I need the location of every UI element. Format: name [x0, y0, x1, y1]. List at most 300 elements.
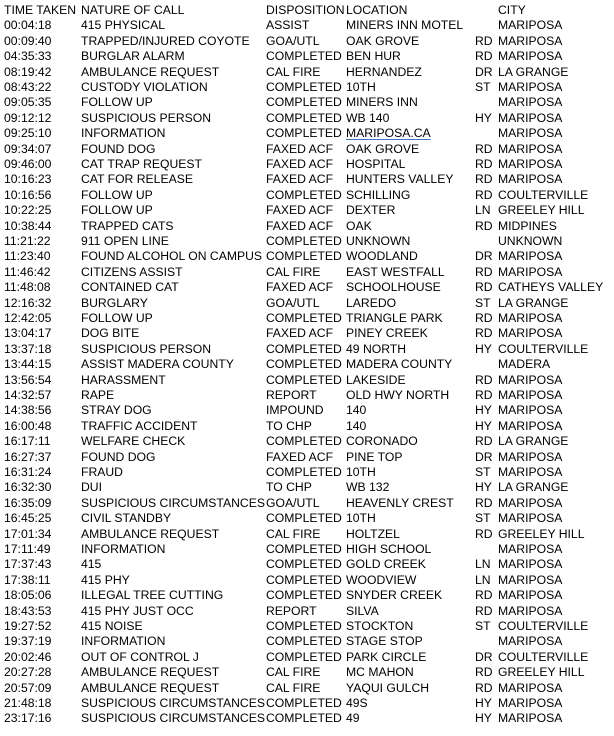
- location-cell: WB 132: [346, 480, 390, 495]
- time-cell: 11:23:40: [4, 249, 51, 264]
- nature-cell: DOG BITE: [81, 326, 140, 341]
- disposition-cell: CAL FIRE: [266, 665, 321, 680]
- time-cell: 10:38:44: [4, 218, 52, 233]
- city-cell: MARIPOSA: [498, 18, 563, 33]
- disposition-cell: GOA/UTL: [266, 295, 320, 310]
- location-cell: OAK GROVE: [346, 33, 420, 48]
- street-suffix-cell: HY: [475, 110, 492, 125]
- city-cell: MARIPOSA: [498, 418, 563, 433]
- city-cell: MARIPOSA: [498, 603, 563, 618]
- time-cell: 16:27:37: [4, 449, 52, 464]
- location-cell: STOCKTON: [346, 619, 414, 633]
- table-row: [0, 403, 614, 418]
- time-cell: 23:17:16: [4, 711, 52, 726]
- street-suffix-cell: LN: [475, 203, 491, 218]
- street-suffix-cell: HY: [475, 711, 492, 726]
- time-cell: 16:17:11: [4, 434, 51, 449]
- table-row: [0, 450, 614, 465]
- street-suffix-cell: RD: [475, 388, 493, 402]
- location-cell: OAK GROVE: [346, 141, 420, 156]
- street-suffix-cell: RD: [475, 172, 493, 187]
- nature-cell: 415 NOISE: [81, 619, 143, 633]
- time-cell: 09:34:07: [4, 141, 52, 156]
- nature-cell: HARASSMENT: [81, 372, 166, 387]
- city-cell: COULTERVILLE: [498, 341, 589, 356]
- location-link[interactable]: MARIPOSA.CA: [346, 126, 431, 141]
- nature-cell: 415 PHY JUST OCC: [81, 603, 194, 618]
- location-cell: MADERA COUNTY: [346, 357, 453, 372]
- disposition-cell: FAXED ACF: [266, 157, 334, 171]
- street-suffix-cell: ST: [475, 465, 491, 479]
- nature-cell: FOUND ALCOHOL ON CAMPUS: [81, 249, 263, 264]
- city-cell: COULTERVILLE: [498, 187, 589, 202]
- street-suffix-cell: HY: [475, 480, 492, 495]
- nature-cell: SUSPICIOUS CIRCUMSTANCES: [81, 495, 265, 510]
- header-city: CITY: [498, 3, 526, 17]
- time-cell: 16:45:25: [4, 511, 52, 526]
- header-nature-of-call: NATURE OF CALL: [81, 3, 185, 17]
- city-cell: MARIPOSA: [498, 49, 563, 64]
- disposition-cell: COMPLETED: [266, 634, 342, 649]
- time-cell: 17:38:11: [4, 572, 51, 587]
- street-suffix-cell: ST: [475, 80, 491, 94]
- city-cell: MARIPOSA: [498, 172, 563, 187]
- location-cell: OLD HWY NORTH: [346, 388, 450, 402]
- street-suffix-cell: RD: [475, 49, 493, 64]
- location-cell: WOODLAND: [346, 249, 418, 264]
- time-cell: 08:19:42: [4, 64, 52, 79]
- street-suffix-cell: DR: [475, 249, 493, 264]
- street-suffix-cell: RD: [475, 495, 493, 510]
- street-suffix-cell: RD: [475, 157, 493, 171]
- time-cell: 19:27:52: [4, 619, 52, 633]
- city-cell: MARIPOSA: [498, 110, 563, 125]
- disposition-cell: CAL FIRE: [266, 680, 321, 695]
- location-cell: HEAVENLY CREST: [346, 495, 454, 510]
- city-cell: MARIPOSA: [498, 572, 563, 587]
- street-suffix-cell: HY: [475, 403, 492, 418]
- street-suffix-cell: RD: [475, 372, 493, 387]
- disposition-cell: COMPLETED: [266, 234, 342, 248]
- disposition-cell: COMPLETED: [266, 542, 342, 556]
- city-cell: MIDPINES: [498, 218, 557, 233]
- location-cell: WOODVIEW: [346, 572, 417, 587]
- nature-cell: ILLEGAL TREE CUTTING: [81, 588, 224, 603]
- time-cell: 14:38:56: [4, 403, 52, 418]
- time-cell: 16:35:09: [4, 495, 52, 510]
- location-cell: UNKNOWN: [346, 234, 411, 248]
- location-cell: GOLD CREEK: [346, 557, 426, 572]
- time-cell: 17:37:43: [4, 557, 52, 572]
- street-suffix-cell: RD: [475, 588, 493, 603]
- table-row: [0, 342, 614, 357]
- city-cell: MARIPOSA: [498, 157, 563, 171]
- time-cell: 20:57:09: [4, 680, 52, 695]
- city-cell: MARIPOSA: [498, 588, 563, 603]
- time-cell: 00:09:40: [4, 33, 52, 48]
- nature-cell: ASSIST MADERA COUNTY: [81, 357, 234, 372]
- table-row: [0, 157, 614, 172]
- nature-cell: FRAUD: [81, 465, 123, 479]
- time-cell: 11:48:08: [4, 280, 51, 295]
- time-cell: 12:16:32: [4, 295, 52, 310]
- time-cell: 16:32:30: [4, 480, 52, 495]
- disposition-cell: FAXED ACF: [266, 326, 334, 341]
- time-cell: 12:42:05: [4, 311, 52, 325]
- street-suffix-cell: RD: [475, 680, 493, 695]
- disposition-cell: COMPLETED: [266, 110, 342, 125]
- disposition-cell: COMPLETED: [266, 465, 342, 479]
- nature-cell: RAPE: [81, 388, 115, 402]
- disposition-cell: FAXED ACF: [266, 203, 334, 218]
- location-cell: 10TH: [346, 511, 376, 526]
- location-cell: LAKESIDE: [346, 372, 406, 387]
- city-cell: GREELEY HILL: [498, 526, 585, 541]
- location-cell: HERNANDEZ: [346, 64, 422, 79]
- time-cell: 10:22:25: [4, 203, 52, 218]
- table-row: [0, 465, 614, 480]
- table-row: [0, 527, 614, 542]
- location-cell: PINE TOP: [346, 449, 403, 464]
- location-cell: EAST WESTFALL: [346, 264, 445, 279]
- location-cell: TRIANGLE PARK: [346, 311, 443, 325]
- nature-cell: CAT TRAP REQUEST: [81, 157, 202, 171]
- nature-cell: AMBULANCE REQUEST: [81, 680, 220, 695]
- table-row: [0, 665, 614, 680]
- table-row: [0, 557, 614, 572]
- street-suffix-cell: RD: [475, 665, 493, 680]
- table-row: [0, 373, 614, 388]
- street-suffix-cell: RD: [475, 33, 493, 48]
- city-cell: COULTERVILLE: [498, 649, 589, 664]
- location-cell: LAREDO: [346, 295, 397, 310]
- location-cell: OAK: [346, 218, 372, 233]
- location-cell: WB 140: [346, 110, 390, 125]
- nature-cell: AMBULANCE REQUEST: [81, 665, 220, 680]
- disposition-cell: COMPLETED: [266, 557, 342, 572]
- table-row: [0, 604, 614, 619]
- table-row: [0, 696, 614, 711]
- table-row: [0, 219, 614, 234]
- disposition-cell: TO CHP: [266, 418, 312, 433]
- location-cell: PARK CIRCLE: [346, 649, 427, 664]
- nature-cell: BURGLARY: [81, 295, 148, 310]
- street-suffix-cell: DR: [475, 449, 493, 464]
- city-cell: LA GRANGE: [498, 64, 569, 79]
- disposition-cell: GOA/UTL: [266, 33, 320, 48]
- table-row: [0, 326, 614, 341]
- nature-cell: FOUND DOG: [81, 449, 156, 464]
- header-row: [0, 3, 614, 18]
- city-cell: MARIPOSA: [498, 696, 563, 710]
- disposition-cell: REPORT: [266, 603, 317, 618]
- header-time-taken: TIME TAKEN: [4, 3, 77, 17]
- disposition-cell: COMPLETED: [266, 49, 342, 64]
- street-suffix-cell: ST: [475, 295, 491, 310]
- city-cell: MARIPOSA: [498, 680, 563, 695]
- table-row: [0, 619, 614, 634]
- disposition-cell: COMPLETED: [266, 357, 342, 372]
- time-cell: 20:02:46: [4, 649, 52, 664]
- city-cell: MADERA: [498, 357, 551, 372]
- time-cell: 14:32:57: [4, 388, 52, 402]
- city-cell: MARIPOSA: [498, 465, 563, 479]
- time-cell: 10:16:56: [4, 187, 52, 202]
- disposition-cell: CAL FIRE: [266, 64, 321, 79]
- disposition-cell: COMPLETED: [266, 572, 342, 587]
- time-cell: 00:04:18: [4, 18, 52, 33]
- city-cell: MARIPOSA: [498, 264, 563, 279]
- disposition-cell: COMPLETED: [266, 95, 342, 110]
- street-suffix-cell: HY: [475, 341, 492, 356]
- location-cell: 140: [346, 418, 367, 433]
- time-cell: 13:44:15: [4, 357, 52, 372]
- nature-cell: CONTAINED CAT: [81, 280, 179, 295]
- city-cell: MARIPOSA: [498, 495, 563, 510]
- city-cell: GREELEY HILL: [498, 203, 585, 218]
- location-cell: HIGH SCHOOL: [346, 542, 432, 556]
- disposition-cell: COMPLETED: [266, 649, 342, 664]
- nature-cell: STRAY DOG: [81, 403, 152, 418]
- location-cell: 10TH: [346, 465, 376, 479]
- nature-cell: SUSPICIOUS CIRCUMSTANCES: [81, 711, 265, 726]
- street-suffix-cell: LN: [475, 557, 491, 572]
- time-cell: 11:21:22: [4, 234, 51, 248]
- nature-cell: CITIZENS ASSIST: [81, 264, 183, 279]
- nature-cell: FOLLOW UP: [81, 187, 153, 202]
- time-cell: 18:05:06: [4, 588, 52, 603]
- disposition-cell: FAXED ACF: [266, 280, 334, 295]
- table-row: [0, 511, 614, 526]
- table-row: [0, 188, 614, 203]
- nature-cell: CAT FOR RELEASE: [81, 172, 193, 187]
- city-cell: MARIPOSA: [498, 80, 563, 94]
- table-row: [0, 634, 614, 649]
- table-row: [0, 711, 614, 726]
- location-cell: STAGE STOP: [346, 634, 423, 649]
- street-suffix-cell: RD: [475, 526, 493, 541]
- city-cell: MARIPOSA: [498, 326, 563, 341]
- nature-cell: 415 PHY: [81, 572, 130, 587]
- table-row: [0, 234, 614, 249]
- street-suffix-cell: RD: [475, 141, 493, 156]
- time-cell: 19:37:19: [4, 634, 52, 649]
- nature-cell: FOUND DOG: [81, 141, 156, 156]
- city-cell: MARIPOSA: [498, 33, 563, 48]
- time-cell: 18:43:53: [4, 603, 52, 618]
- nature-cell: CIVIL STANDBY: [81, 511, 172, 526]
- street-suffix-cell: RD: [475, 434, 493, 449]
- street-suffix-cell: HY: [475, 696, 492, 710]
- location-cell: 140: [346, 403, 367, 418]
- disposition-cell: GOA/UTL: [266, 495, 320, 510]
- city-cell: MARIPOSA: [498, 403, 563, 418]
- nature-cell: TRAPPED CATS: [81, 218, 174, 233]
- street-suffix-cell: ST: [475, 619, 491, 633]
- nature-cell: WELFARE CHECK: [81, 434, 186, 449]
- disposition-cell: REPORT: [266, 388, 317, 402]
- time-cell: 09:05:35: [4, 95, 52, 110]
- header-disposition: DISPOSITION: [266, 3, 345, 17]
- time-cell: 16:31:24: [4, 465, 52, 479]
- street-suffix-cell: LN: [475, 572, 491, 587]
- location-cell: MINERS INN: [346, 95, 418, 110]
- nature-cell: INFORMATION: [81, 126, 166, 141]
- location-cell: CORONADO: [346, 434, 418, 449]
- street-suffix-cell: RD: [475, 311, 493, 325]
- street-suffix-cell: ST: [475, 511, 491, 526]
- nature-cell: INFORMATION: [81, 634, 166, 649]
- nature-cell: 911 OPEN LINE: [81, 234, 169, 248]
- table-row: [0, 573, 614, 588]
- disposition-cell: COMPLETED: [266, 187, 342, 202]
- street-suffix-cell: DR: [475, 649, 493, 664]
- time-cell: 17:11:49: [4, 542, 51, 556]
- disposition-cell: COMPLETED: [266, 696, 342, 710]
- city-cell: COULTERVILLE: [498, 619, 589, 633]
- table-row: [0, 126, 614, 141]
- table-row: [0, 419, 614, 434]
- city-cell: MARIPOSA: [498, 126, 563, 141]
- table-row: [0, 357, 614, 372]
- city-cell: MARIPOSA: [498, 372, 563, 387]
- city-cell: MARIPOSA: [498, 311, 563, 325]
- nature-cell: AMBULANCE REQUEST: [81, 526, 220, 541]
- nature-cell: INFORMATION: [81, 542, 166, 556]
- city-cell: LA GRANGE: [498, 295, 569, 310]
- disposition-cell: FAXED ACF: [266, 449, 334, 464]
- table-row: [0, 650, 614, 665]
- city-cell: MARIPOSA: [498, 557, 563, 572]
- table-row: [0, 311, 614, 326]
- disposition-cell: CAL FIRE: [266, 264, 321, 279]
- street-suffix-cell: DR: [475, 64, 493, 79]
- table-row: [0, 172, 614, 187]
- location-cell: SNYDER CREEK: [346, 588, 443, 603]
- disposition-cell: COMPLETED: [266, 588, 342, 603]
- city-cell: MARIPOSA: [498, 711, 563, 726]
- nature-cell: TRAPPED/INJURED COYOTE: [81, 33, 250, 48]
- disposition-cell: COMPLETED: [266, 80, 342, 94]
- time-cell: 13:04:17: [4, 326, 52, 341]
- nature-cell: 415: [81, 557, 102, 572]
- location-cell: HUNTERS VALLEY: [346, 172, 454, 187]
- city-cell: MARIPOSA: [498, 542, 563, 556]
- time-cell: 08:43:22: [4, 80, 52, 94]
- nature-cell: DUI: [81, 480, 102, 495]
- street-suffix-cell: RD: [475, 264, 493, 279]
- disposition-cell: FAXED ACF: [266, 141, 334, 156]
- location-cell: MC MAHON: [346, 665, 414, 680]
- disposition-cell: CAL FIRE: [266, 526, 321, 541]
- street-suffix-cell: HY: [475, 418, 492, 433]
- location-cell: YAQUI GULCH: [346, 680, 430, 695]
- location-cell: HOSPITAL: [346, 157, 406, 171]
- table-row: [0, 80, 614, 95]
- city-cell: LA GRANGE: [498, 480, 569, 495]
- city-cell: MARIPOSA: [498, 449, 563, 464]
- location-cell: SCHOOLHOUSE: [346, 280, 441, 295]
- nature-cell: SUSPICIOUS CIRCUMSTANCES: [81, 696, 265, 710]
- table-row: [0, 588, 614, 603]
- location-cell: 49 NORTH: [346, 341, 407, 356]
- city-cell: GREELEY HILL: [498, 665, 585, 680]
- location-cell: MINERS INN MOTEL: [346, 18, 464, 33]
- street-suffix-cell: RD: [475, 280, 493, 295]
- nature-cell: BURGLAR ALARM: [81, 49, 185, 64]
- table-row: [0, 111, 614, 126]
- table-row: [0, 34, 614, 49]
- time-cell: 09:12:12: [4, 110, 52, 125]
- city-cell: MARIPOSA: [498, 141, 563, 156]
- nature-cell: FOLLOW UP: [81, 95, 153, 110]
- time-cell: 13:37:18: [4, 341, 52, 356]
- nature-cell: CUSTODY VIOLATION: [81, 80, 208, 94]
- city-cell: CATHEYS VALLEY: [498, 280, 604, 295]
- time-cell: 21:48:18: [4, 696, 52, 710]
- time-cell: 20:27:28: [4, 665, 52, 680]
- header-location: LOCATION: [346, 3, 408, 17]
- nature-cell: TRAFFIC ACCIDENT: [81, 418, 198, 433]
- disposition-cell: FAXED ACF: [266, 172, 334, 187]
- table-row: [0, 65, 614, 80]
- nature-cell: SUSPICIOUS PERSON: [81, 110, 212, 125]
- disposition-cell: ASSIST: [266, 18, 310, 33]
- location-cell: SCHILLING: [346, 187, 411, 202]
- time-cell: 16:00:48: [4, 418, 52, 433]
- city-cell: MARIPOSA: [498, 511, 563, 526]
- location-cell: PINEY CREEK: [346, 326, 428, 341]
- disposition-cell: COMPLETED: [266, 249, 342, 264]
- city-cell: LA GRANGE: [498, 434, 569, 449]
- disposition-cell: FAXED ACF: [266, 218, 334, 233]
- table-row: [0, 434, 614, 449]
- city-cell: UNKNOWN: [498, 234, 563, 248]
- disposition-cell: COMPLETED: [266, 619, 342, 633]
- time-cell: 04:35:33: [4, 49, 52, 64]
- street-suffix-cell: RD: [475, 326, 493, 341]
- location-cell: BEN HUR: [346, 49, 401, 64]
- table-row: [0, 203, 614, 218]
- table-row: [0, 18, 614, 33]
- disposition-cell: COMPLETED: [266, 711, 342, 726]
- table-row: [0, 542, 614, 557]
- time-cell: 17:01:34: [4, 526, 52, 541]
- table-row: [0, 49, 614, 64]
- location-cell: 10TH: [346, 80, 376, 94]
- time-cell: 10:16:23: [4, 172, 52, 187]
- city-cell: MARIPOSA: [498, 634, 563, 649]
- city-cell: MARIPOSA: [498, 249, 563, 264]
- nature-cell: OUT OF CONTROL J: [81, 649, 199, 664]
- table-row: [0, 496, 614, 511]
- time-cell: 09:25:10: [4, 126, 52, 141]
- disposition-cell: IMPOUND: [266, 403, 324, 418]
- nature-cell: FOLLOW UP: [81, 311, 153, 325]
- disposition-cell: COMPLETED: [266, 511, 342, 526]
- disposition-cell: COMPLETED: [266, 372, 342, 387]
- disposition-cell: COMPLETED: [266, 311, 342, 325]
- table-row: [0, 280, 614, 295]
- table-row: [0, 249, 614, 264]
- nature-cell: AMBULANCE REQUEST: [81, 64, 220, 79]
- city-cell: MARIPOSA: [498, 95, 563, 110]
- disposition-cell: TO CHP: [266, 480, 312, 495]
- location-cell: 49S: [346, 696, 368, 710]
- table-row: [0, 480, 614, 495]
- street-suffix-cell: RD: [475, 218, 493, 233]
- table-row: [0, 296, 614, 311]
